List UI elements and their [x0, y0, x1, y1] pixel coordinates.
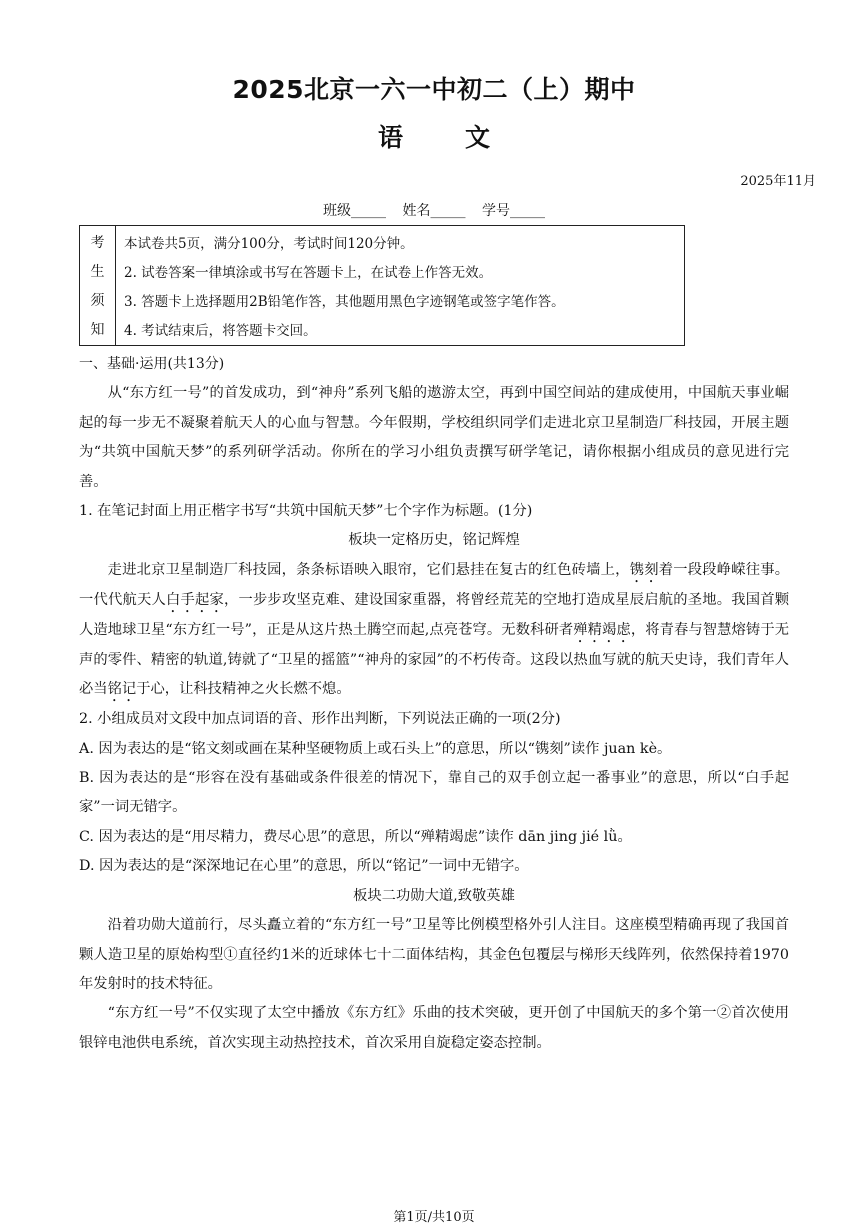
notice-heading-char: 须	[90, 292, 105, 309]
notice-items	[116, 226, 684, 345]
notice-heading-char: 知	[90, 321, 105, 338]
exam-title: 2025北京一六一中初二（上）期中	[232, 75, 636, 104]
student-info-line	[0, 200, 868, 220]
block-2-paragraph-2: “东方红一号”不仅实现了太空中播放《东方红》乐曲的技术突破，更开创了中国航天的多个第一②首次使用银锌电池供电系统，首次实现主动热控技术，首次采用自旋稳定姿态控制。	[79, 1005, 789, 1051]
name-field: 姓名_____	[402, 203, 466, 219]
dotted-word: 殚精竭虑	[573, 621, 631, 638]
page-number: 第1页/共10页	[393, 1210, 475, 1225]
intro-paragraph: 从“东方红一号”的首发成功，到“神舟”系列飞船的遨游太空，再到中国空间站的建成使用，中国航天事业崛起的每一步无不凝聚着航天人的心血与智慧。今年假期，学校组织同学们走进北京卫星制造厂科技园，开展主题为“共筑中国航天梦”的系列研学活动。你所在的学习小组负责撰写研学笔记，请你根据小组成员的意见进行完善。	[79, 385, 789, 490]
option-b: B. 因为表达的是“形容在没有基础或条件很差的情况下，靠自己的双手创立起一番事业”的意思，所以“白手起家”一词无错字。	[79, 770, 789, 816]
notice-item: 本试卷共5页，满分100分，考试时间120分钟。	[124, 236, 414, 253]
dotted-word: 铭记	[107, 681, 137, 698]
text-run: 走进北京卫星制造厂科技园，条条标语映入眼帘，它们悬挂在复古的红色砖墙上，	[107, 561, 630, 578]
section-heading: 一、基础·运用(共13分)	[79, 356, 225, 372]
notice-heading-char: 考	[90, 235, 105, 252]
dotted-word: 镌刻	[629, 561, 659, 578]
notice-heading	[80, 226, 116, 345]
block-2-paragraph-1: 沿着功勋大道前行，尽头矗立着的“东方红一号”卫星等比例模型格外引人注目。这座模型精确再现了我国首颗人造卫星的原始构型①直径约1米的近球体七十二面体结构，其金色包覆层与梯形天线阵列，依然保持着1970年发射时的技术特征。	[79, 917, 789, 992]
question-2: 2. 小组成员对文段中加点词语的音、形作出判断，下列说法正确的一项(2分)	[79, 711, 561, 728]
block-1-paragraph	[79, 556, 789, 705]
student-id-field: 学号_____	[481, 203, 545, 219]
notice-heading-char: 生	[90, 264, 105, 281]
notice-item: 4. 考试结束后，将答题卡交回。	[124, 322, 317, 339]
text-run: ，一步步攻坚克难、建设国家重器，将曾经荒芜的空地打造成星辰启航的圣地。我国首颗人造地球卫星“东方红一号”，正是从这片热土腾空而起,点亮苍穹。无数科研者	[79, 591, 790, 638]
section-one	[79, 350, 789, 1058]
notice-item: 3. 答题卡上选择题用2B铅笔作答，其他题用黑色字迹钢笔或签字笔作答。	[124, 293, 565, 310]
exam-date: 2025年11月	[740, 174, 816, 189]
exam-notice-box	[79, 225, 685, 346]
dotted-word: 白手起家	[165, 591, 224, 608]
text-run: ，将青春与智慧熔铸于无声的零件、精密的轨道,铸就了“卫星的摇篮”“神舟的家园”的不朽传奇。这段以热血写就的航天史诗，我们青年人必当	[79, 621, 790, 698]
option-c: C. 因为表达的是“用尽精力，费尽心思”的意思，所以“殚精竭虑”读作 dān jing jié lǜ。	[79, 828, 632, 845]
notice-item: 2. 试卷答案一律填涂或书写在答题卡上，在试卷上作答无效。	[124, 265, 493, 282]
block-2-title: 板块二功勋大道,致敬英雄	[353, 887, 515, 904]
text-run: 着一段段峥嵘往事。一代代航天人	[79, 561, 790, 608]
class-field: 班级_____	[323, 203, 387, 219]
question-1: 1. 在笔记封面上用正楷字书写“共筑中国航天梦”七个字作为标题。(1分)	[79, 503, 533, 520]
text-run: 于心，让科技精神之火长燃不熄。	[136, 681, 351, 698]
option-d: D. 因为表达的是“深深地记在心里”的意思，所以“铭记”一词中无错字。	[79, 858, 529, 875]
subject-title: 语文	[377, 123, 552, 152]
option-a: A. 因为表达的是“铭文刻或画在某种坚硬物质上或石头上”的意思，所以“镌刻”读作 juan kè。	[79, 740, 672, 757]
block-1-title: 板块一定格历史，铭记辉煌	[348, 532, 520, 549]
